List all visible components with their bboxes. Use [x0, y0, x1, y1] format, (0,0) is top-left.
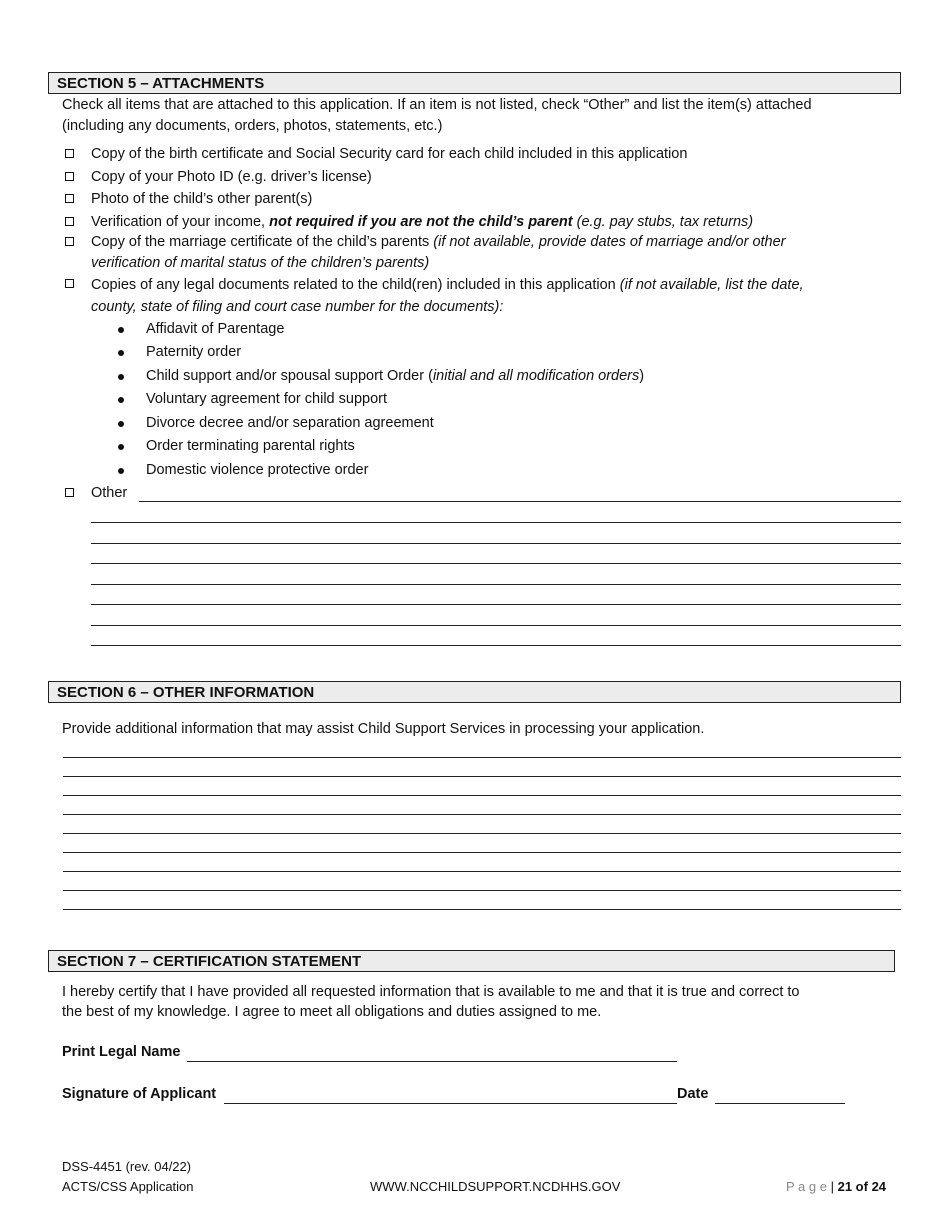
footer-form-info [62, 1157, 194, 1197]
marriage-italic-note: (if not available, provide dates of marriage and/or other [433, 234, 786, 250]
support-order-text: Child support and/or spousal support Order ( [146, 368, 433, 384]
item-photo-id-label: Copy of your Photo ID (e.g. driver’s license) [91, 169, 372, 185]
section-5-intro-line-2: (including any documents, orders, photos, statements, etc.) [62, 118, 443, 134]
support-order-end: ) [639, 368, 645, 384]
other-input-line[interactable] [91, 584, 901, 585]
checkbox-other-parent-photo[interactable] [65, 194, 74, 203]
section-6-intro: Provide additional information that may assist Child Support Services in processing your application. [62, 721, 705, 737]
checkbox-income-verification[interactable] [65, 217, 74, 226]
marriage-text: Copy of the marriage certificate of the child’s parents [91, 234, 434, 250]
item-marriage-certificate-label [91, 232, 891, 274]
checkbox-other[interactable] [65, 488, 74, 497]
item-birth-certificate-label: Copy of the birth certificate and Social Security card for each child included in this application [91, 146, 688, 162]
other-info-input-line[interactable] [63, 776, 901, 777]
section-5-intro-line-1: Check all items that are attached to this application. If an item is not listed, check “Other” and list the item(s) attached [62, 97, 812, 113]
certification-statement [62, 982, 799, 1022]
income-text: Verification of your income, [91, 214, 270, 230]
checkbox-photo-id[interactable] [65, 172, 74, 181]
support-order-italic: initial and all modification orders [432, 368, 640, 384]
other-info-input-line[interactable] [63, 833, 901, 834]
other-info-input-line[interactable] [63, 757, 901, 758]
bullet-icon [118, 374, 124, 380]
other-input-line[interactable] [91, 645, 901, 646]
page-separator: | [830, 1179, 834, 1194]
legal-docs-text: Copies of any legal documents related to the child(ren) included in this application [91, 277, 620, 293]
item-legal-documents-label [91, 274, 891, 318]
bullet-terminating-rights: Order terminating parental rights [146, 438, 355, 454]
section-5-intro [62, 95, 812, 137]
other-input-line[interactable] [91, 543, 901, 544]
section-5-header: SECTION 5 – ATTACHMENTS [48, 72, 901, 94]
signature-label: Signature of Applicant [62, 1086, 217, 1102]
certification-line-2: the best of my knowledge. I agree to meet all obligations and duties assigned to me. [62, 1004, 602, 1020]
other-info-input-line[interactable] [63, 871, 901, 872]
signature-input-line[interactable] [224, 1103, 677, 1104]
income-bold-note: not required if you are not the child’s parent [269, 214, 573, 230]
income-italic-note: (e.g. pay stubs, tax returns) [572, 214, 754, 230]
form-number: DSS-4451 (rev. 04/22) [62, 1159, 192, 1174]
marriage-italic-note-line-2: verification of marital status of the children’s parents) [91, 255, 430, 271]
bullet-icon [118, 350, 124, 356]
item-income-verification-label [91, 212, 891, 233]
bullet-paternity-order: Paternity order [146, 344, 242, 360]
bullet-voluntary-agreement: Voluntary agreement for child support [146, 391, 387, 407]
other-info-input-line[interactable] [63, 852, 901, 853]
other-info-input-line[interactable] [63, 795, 901, 796]
date-input-line[interactable] [715, 1103, 845, 1104]
checkbox-marriage-certificate[interactable] [65, 237, 74, 246]
section-6-header: SECTION 6 – OTHER INFORMATION [48, 681, 901, 703]
legal-docs-italic-note-line-2: county, state of filing and court case number for the documents): [91, 299, 504, 315]
bullet-divorce-decree: Divorce decree and/or separation agreement [146, 415, 434, 431]
page-number: 21 of 24 [837, 1179, 887, 1194]
section-7-header: SECTION 7 – CERTIFICATION STATEMENT [48, 950, 895, 972]
bullet-protective-order: Domestic violence protective order [146, 462, 369, 478]
other-input-line[interactable] [139, 501, 901, 502]
checkbox-birth-certificate[interactable] [65, 149, 74, 158]
bullet-icon [118, 397, 124, 403]
other-label: Other [91, 485, 128, 501]
checkbox-legal-documents[interactable] [65, 279, 74, 288]
bullet-affidavit: Affidavit of Parentage [146, 321, 285, 337]
other-info-input-line[interactable] [63, 814, 901, 815]
bullet-support-order [146, 368, 644, 384]
bullet-icon [118, 327, 124, 333]
other-info-input-line[interactable] [63, 890, 901, 891]
date-label: Date [677, 1086, 709, 1102]
bullet-icon [118, 468, 124, 474]
other-input-line[interactable] [91, 604, 901, 605]
other-input-line[interactable] [91, 522, 901, 523]
other-input-line[interactable] [91, 563, 901, 564]
bullet-icon [118, 421, 124, 427]
certification-line-1: I hereby certify that I have provided all requested information that is available to me and that it is true and correct to [62, 984, 800, 1000]
page-word: P a g e [786, 1179, 827, 1194]
legal-docs-italic-note: (if not available, list the date, [619, 277, 804, 293]
print-name-input-line[interactable] [187, 1061, 677, 1062]
form-name: ACTS/CSS Application [62, 1179, 194, 1194]
item-other-parent-photo-label: Photo of the child’s other parent(s) [91, 191, 313, 207]
print-name-label: Print Legal Name [62, 1044, 181, 1060]
other-input-line[interactable] [91, 625, 901, 626]
bullet-icon [118, 444, 124, 450]
footer-page-indicator [786, 1177, 886, 1197]
footer-website: WWW.NCCHILDSUPPORT.NCDHHS.GOV [370, 1179, 621, 1194]
other-info-input-line[interactable] [63, 909, 901, 910]
